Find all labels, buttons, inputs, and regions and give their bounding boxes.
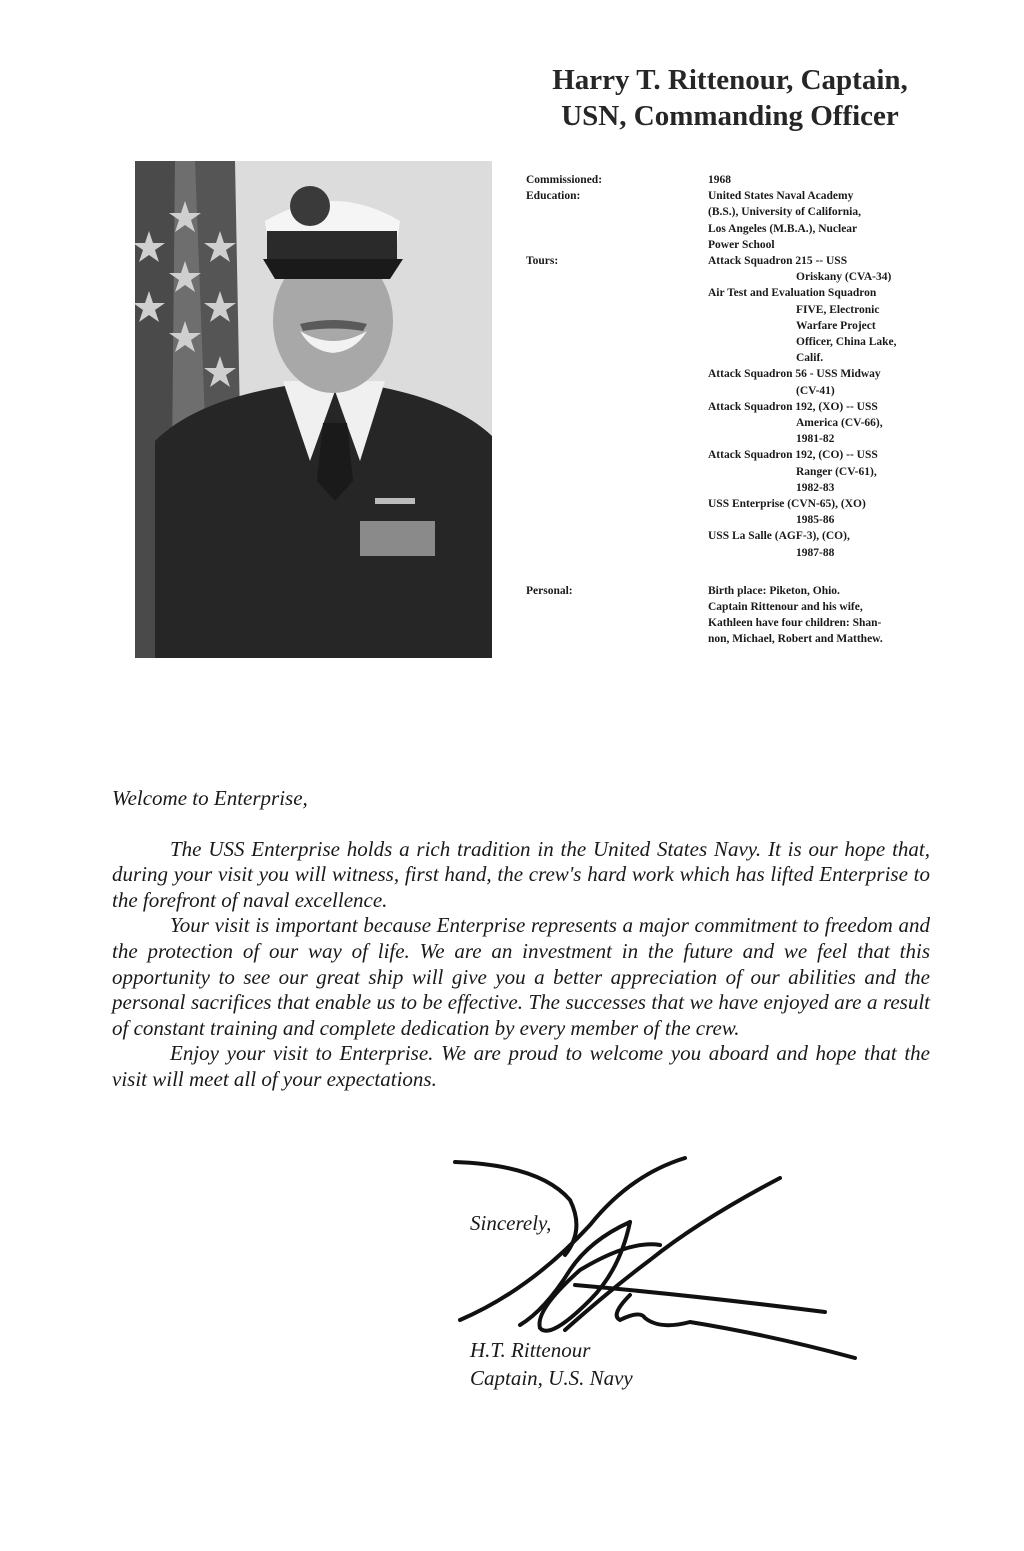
tour-entry — [708, 496, 936, 528]
cap-visor — [263, 259, 403, 279]
letter-closing: Sincerely, — [470, 1211, 552, 1235]
personal-value — [708, 583, 936, 648]
personal-line: Birth place: Piketon, Ohio. — [708, 584, 840, 597]
aviator-wings — [375, 498, 415, 504]
tour-entry-detail: Ranger (CV-61), — [796, 465, 877, 478]
signer-name: H.T. Rittenour — [470, 1338, 591, 1362]
education-label: Education: — [526, 190, 581, 203]
tour-entry-detail: Calif. — [796, 352, 824, 365]
personal-line: non, Michael, Robert and Matthew. — [708, 633, 883, 646]
tour-entry-detail: 1981-82 — [796, 433, 835, 446]
letter-paragraph: Your visit is important because Enterprise represents a major commitment to freedom and the protection of our way of life. We are an investment in the future and we feel that this opportunity to see our great ship will give you a better appreciation of our abilities and the personal sacrifices that enable us to be effective. The successes that we have enjoyed are a result of constant training and complete dedication by every member of the crew. — [112, 913, 930, 1040]
cap-badge — [290, 186, 330, 226]
portrait-illustration — [135, 161, 492, 658]
education-line: United States Naval Academy — [708, 190, 854, 203]
tour-entry-title: USS La Salle (AGF-3), (CO), — [708, 530, 850, 543]
tour-entry-title: Attack Squadron 192, (CO) -- USS — [708, 449, 878, 462]
bio-commissioned — [526, 172, 936, 188]
captain-portrait-photo — [135, 161, 492, 658]
welcome-letter — [112, 786, 930, 1093]
tour-entry-detail: FIVE, Electronic — [796, 303, 880, 316]
bio-personal — [526, 583, 936, 648]
tour-entry-detail: (CV-41) — [796, 384, 835, 397]
page-title — [530, 62, 930, 134]
tour-entry-detail: America (CV-66), — [796, 417, 883, 430]
education-line: Los Angeles (M.B.A.), Nuclear — [708, 222, 858, 235]
tour-entry-detail: 1982-83 — [796, 481, 835, 494]
tour-entry — [708, 528, 936, 560]
commissioned-value: 1968 — [708, 174, 731, 186]
tour-entry-title: Attack Squadron 56 - USS Midway — [708, 368, 881, 381]
tour-entry — [708, 285, 936, 366]
title-line-1: Harry T. Rittenour, Captain, — [552, 64, 908, 96]
signer-block — [470, 1336, 633, 1392]
letter-greeting: Welcome to Enterprise, — [112, 786, 308, 810]
letter-paragraph: Enjoy your visit to Enterprise. We are proud to welcome you aboard and hope that the visit will meet all of your expectations. — [112, 1041, 930, 1091]
tour-entry — [708, 253, 936, 285]
signer-title: Captain, U.S. Navy — [470, 1366, 633, 1390]
commissioned-label: Commissioned: — [526, 174, 603, 186]
tours-list — [708, 253, 936, 561]
letter-paragraph: The USS Enterprise holds a rich tradition in the United States Navy. It is our hope that, during your visit you will witness, first hand, the crew's hard work which has lifted Enterprise to the forefront of naval excellence. — [112, 836, 930, 912]
ribbons — [360, 521, 435, 556]
education-value — [708, 188, 936, 253]
bio-tours — [526, 253, 936, 561]
tour-entry — [708, 366, 936, 398]
tour-entry-detail: 1987-88 — [796, 546, 835, 559]
personal-line: Captain Rittenour and his wife, — [708, 601, 863, 614]
tours-label: Tours: — [526, 255, 559, 268]
education-line: Power School — [708, 238, 775, 251]
title-line-2: USN, Commanding Officer — [561, 100, 899, 132]
tour-entry-detail: 1985-86 — [796, 514, 835, 527]
bio-education — [526, 188, 936, 253]
tour-entry-detail: Officer, China Lake, — [796, 336, 897, 349]
biography-section — [526, 172, 936, 648]
tour-entry-title: Attack Squadron 192, (XO) -- USS — [708, 400, 878, 413]
tour-entry — [708, 399, 936, 448]
tour-entry — [708, 447, 936, 496]
tour-entry-title: USS Enterprise (CVN-65), (XO) — [708, 498, 866, 511]
personal-line: Kathleen have four children: Shan- — [708, 617, 882, 630]
education-line: (B.S.), University of California, — [708, 206, 862, 219]
tour-entry-detail: Oriskany (CVA-34) — [796, 271, 892, 284]
personal-label: Personal: — [526, 584, 573, 597]
tour-entry-title: Air Test and Evaluation Squadron — [708, 287, 877, 300]
tour-entry-detail: Warfare Project — [796, 319, 876, 332]
tour-entry-title: Attack Squadron 215 -- USS — [708, 255, 848, 268]
